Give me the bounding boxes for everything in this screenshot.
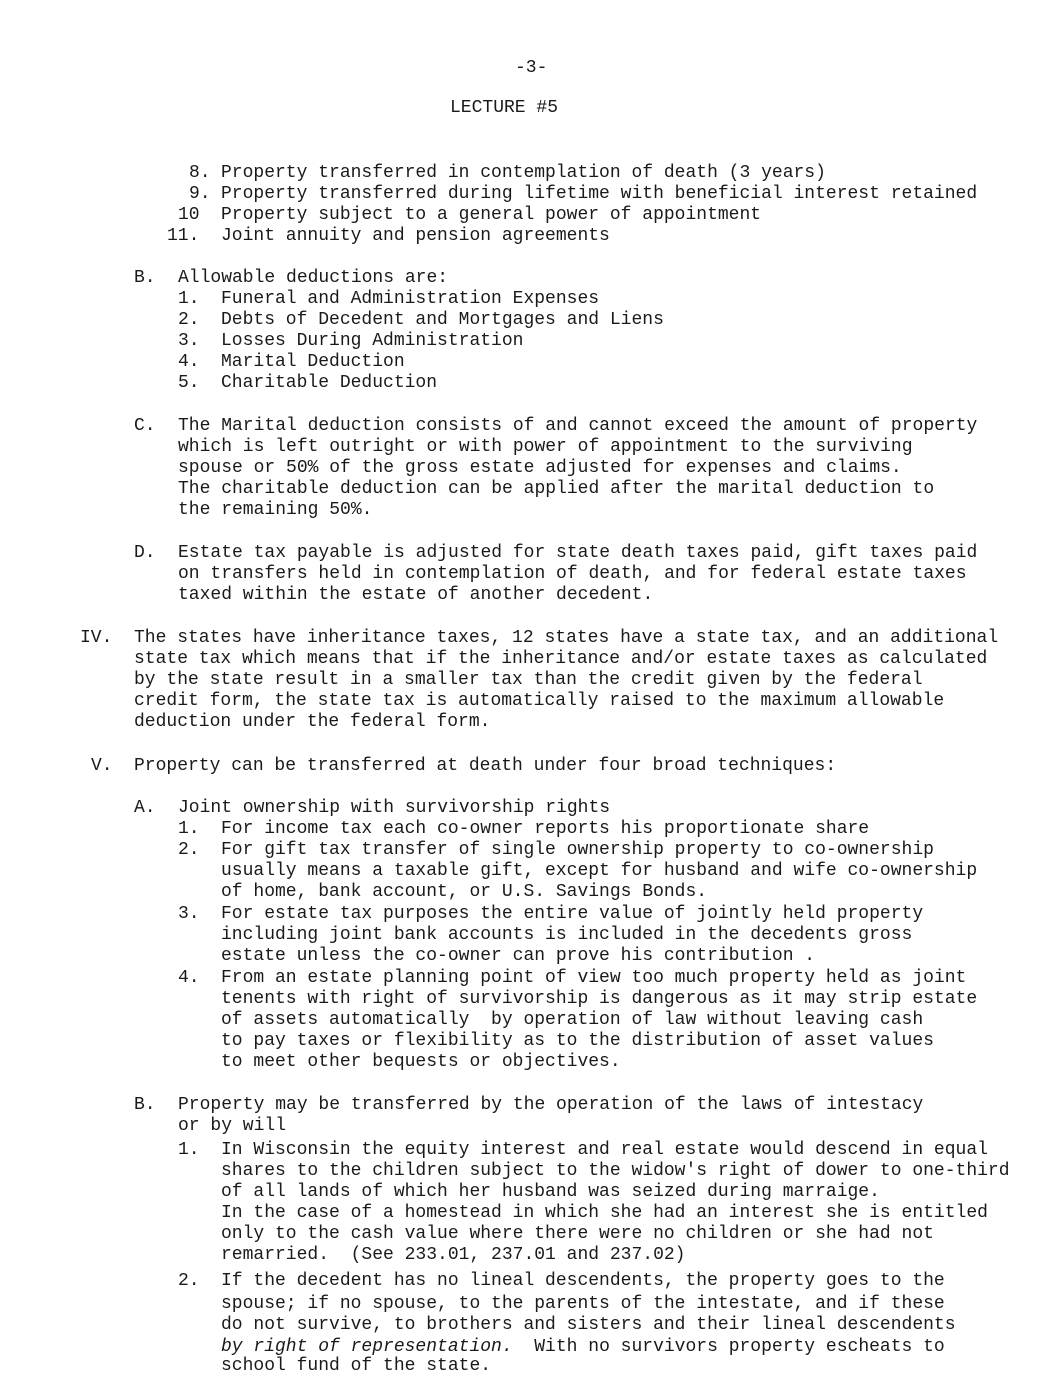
list-item: Property transferred during lifetime with beneficial interest retained (221, 184, 978, 204)
list-item: Property subject to a general power of appointment (221, 205, 762, 225)
list-number: 10 (178, 205, 200, 225)
list-item: Debts of Decedent and Mortgages and Liens (221, 310, 664, 330)
list-item: In Wisconsin the equity interest and real estate would descend in equal (221, 1140, 988, 1160)
list-number: 5. (178, 373, 200, 393)
section-label: D. (134, 543, 156, 563)
list-item: Joint annuity and pension agreements (221, 226, 610, 246)
paragraph-line: spouse or 50% of the gross estate adjusted for expenses and claims. (178, 458, 902, 478)
list-number: 2. (178, 840, 200, 860)
list-item: remarried. (See 233.01, 237.01 and 237.02) (221, 1245, 686, 1265)
paragraph-line: The Marital deduction consists of and cannot exceed the amount of property (178, 416, 978, 436)
paragraph-line: The states have inheritance taxes, 12 states have a state tax, and an additional (134, 628, 999, 648)
list-number: 1. (178, 1140, 200, 1160)
list-item: In the case of a homestead in which she had an interest she is entitled (221, 1203, 988, 1223)
list-item: spouse; if no spouse, to the parents of the intestate, and if these (221, 1294, 945, 1314)
section-label: V. (91, 756, 113, 776)
list-item: to meet other bequests or objectives. (221, 1052, 621, 1072)
list-number: 2. (178, 310, 200, 330)
list-item: Property transferred in contemplation of death (3 years) (221, 163, 826, 183)
italic-phrase: by right of representation. (221, 1337, 513, 1357)
section-label: C. (134, 416, 156, 436)
paragraph-line: The charitable deduction can be applied after the marital deduction to (178, 479, 935, 499)
list-item: Charitable Deduction (221, 373, 438, 393)
list-item: of home, bank account, or U.S. Savings Bonds. (221, 882, 708, 902)
list-number: 1. (178, 289, 200, 309)
list-item: tenents with right of survivorship is dangerous as it may strip estate (221, 989, 978, 1009)
paragraph-line: Estate tax payable is adjusted for state death taxes paid, gift taxes paid (178, 543, 978, 563)
section-heading: Allowable deductions are: (178, 268, 449, 288)
paragraph-line: on transfers held in contemplation of death, and for federal estate taxes (178, 564, 967, 584)
paragraph-line: which is left outright or with power of appointment to the surviving (178, 437, 913, 457)
paragraph-line: the remaining 50%. (178, 500, 373, 520)
subsection-label: B. (134, 1095, 156, 1115)
list-number: 2. (178, 1271, 200, 1291)
paragraph-line: deduction under the federal form. (134, 712, 491, 732)
section-label: IV. (80, 628, 113, 648)
list-item: shares to the children subject to the widow's right of dower to one-third (221, 1161, 1010, 1181)
paragraph-line: taxed within the estate of another decedent. (178, 585, 654, 605)
list-item: From an estate planning point of view too much property held as joint (221, 968, 967, 988)
lecture-title: LECTURE #5 (450, 98, 559, 118)
page-number: -3- (515, 58, 548, 78)
paragraph-line: credit form, the state tax is automatically raised to the maximum allowable (134, 691, 945, 711)
subsection-heading: or by will (178, 1116, 287, 1136)
list-number: 1. (178, 819, 200, 839)
list-item: For estate tax purposes the entire value of jointly held property (221, 904, 924, 924)
list-item: For income tax each co-owner reports his proportionate share (221, 819, 870, 839)
list-item: If the decedent has no lineal descendents, the property goes to the (221, 1271, 945, 1291)
list-item: do not survive, to brothers and sisters and their lineal descendents (221, 1315, 956, 1335)
list-item: of all lands of which her husband was seized during marraige. (221, 1182, 880, 1202)
list-item (221, 1337, 945, 1358)
list-item: Funeral and Administration Expenses (221, 289, 600, 309)
list-item: of assets automatically by operation of law without leaving cash (221, 1010, 924, 1030)
section-label: B. (134, 268, 156, 288)
paragraph-line: by the state result in a smaller tax than the credit given by the federal (134, 670, 923, 690)
subsection-label: A. (134, 798, 156, 818)
list-number: 3. (178, 331, 200, 351)
list-number: 4. (178, 968, 200, 988)
list-item: only to the cash value where there were no children or she had not (221, 1224, 934, 1244)
subsection-heading: Property may be transferred by the operation of the laws of intestacy (178, 1095, 924, 1115)
list-item: including joint bank accounts is included in the decedents gross (221, 925, 913, 945)
list-item: Marital Deduction (221, 352, 405, 372)
list-item: estate unless the co-owner can prove his contribution . (221, 946, 816, 966)
list-item: usually means a taxable gift, except for husband and wife co-ownership (221, 861, 978, 881)
list-number: 8. (189, 163, 211, 183)
subsection-heading: Joint ownership with survivorship rights (178, 798, 611, 818)
list-item: school fund of the state. (221, 1356, 492, 1376)
line-continuation: With no survivors property escheats to (512, 1337, 945, 1357)
list-number: 11. (167, 226, 200, 246)
list-number: 9. (189, 184, 211, 204)
list-item: Losses During Administration (221, 331, 524, 351)
section-heading: Property can be transferred at death under four broad techniques: (134, 756, 837, 776)
list-item: For gift tax transfer of single ownership property to co-ownership (221, 840, 934, 860)
paragraph-line: state tax which means that if the inheritance and/or estate taxes as calculated (134, 649, 988, 669)
list-number: 4. (178, 352, 200, 372)
list-item: to pay taxes or flexibility as to the distribution of asset values (221, 1031, 934, 1051)
list-number: 3. (178, 904, 200, 924)
